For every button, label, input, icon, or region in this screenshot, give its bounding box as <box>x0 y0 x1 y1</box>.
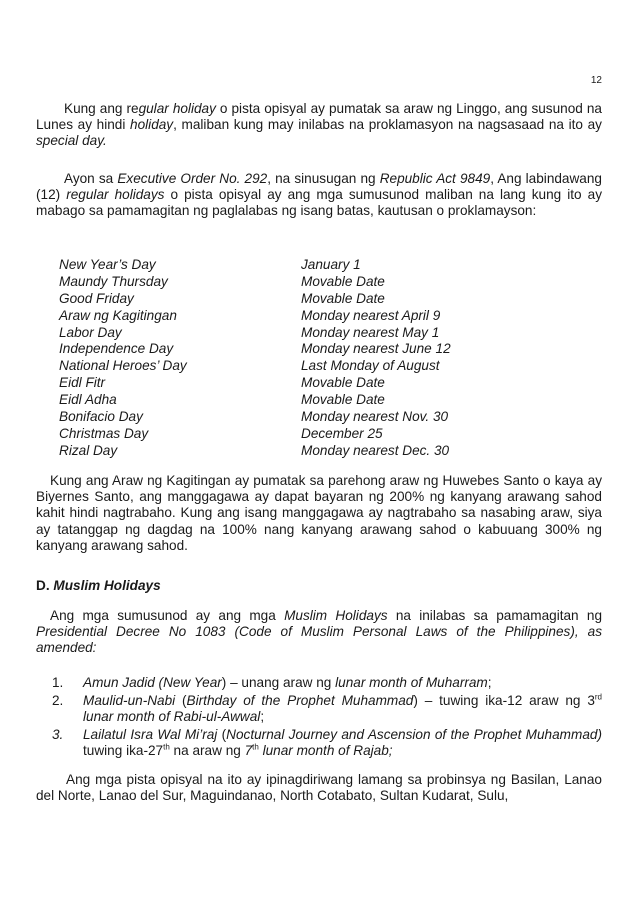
holiday-row <box>59 291 479 308</box>
text: Lailatul Isra Wal Mi’raj <box>83 727 218 742</box>
term-executive-order: Executive Order No. 292 <box>117 171 268 186</box>
holiday-date: Monday nearest May 1 <box>301 324 440 340</box>
holiday-row <box>59 409 479 426</box>
text: Nocturnal Journey and Ascension of the Prophet Muhammad) <box>226 727 602 742</box>
holiday-date: Movable Date <box>301 392 385 408</box>
text: Birthday of the Prophet Muhammad <box>186 693 414 708</box>
text: ) – tuwing ika-12 araw ng 3 <box>413 693 595 708</box>
list-item-text <box>83 675 602 691</box>
term-muslim-holidays: Muslim Holidays <box>284 608 388 623</box>
text: tuwing ika-27 <box>83 743 164 759</box>
holiday-date: Monday nearest April 9 <box>301 307 441 323</box>
list-item <box>52 675 602 691</box>
text: Kung ang re <box>64 101 139 116</box>
holiday-date: December 25 <box>301 425 383 441</box>
text: ( <box>175 693 187 708</box>
superscript: rd <box>594 692 603 702</box>
holiday-name: Labor Day <box>59 324 122 340</box>
section-letter: D. <box>36 578 54 593</box>
text: 7 <box>244 743 253 759</box>
holiday-row <box>59 308 479 325</box>
holiday-name: Maundy Thursday <box>59 273 168 289</box>
text: na araw ng <box>169 743 245 759</box>
superscript: th <box>163 742 170 752</box>
section-heading-muslim-holidays <box>36 578 161 594</box>
holiday-row <box>59 375 479 392</box>
holiday-name: Eidl Fitr <box>59 375 106 391</box>
text: , na sinusugan ng <box>267 171 380 186</box>
holiday-row <box>59 274 479 291</box>
holiday-date: Last Monday of August <box>301 358 440 374</box>
holiday-date: Movable Date <box>301 375 385 391</box>
paragraph-regular-holiday-sunday <box>36 101 602 150</box>
text: , maliban kung may inilabas na proklamasyon na nagsasaad na ito ay <box>173 117 602 133</box>
holiday-row <box>59 443 479 460</box>
holiday-name: National Heroes’ Day <box>59 358 187 374</box>
text: ) – unang araw ng <box>221 675 336 690</box>
text: ; <box>260 709 265 725</box>
list-item-text <box>83 727 602 759</box>
list-item <box>52 693 602 725</box>
holiday-name: Independence Day <box>59 341 174 357</box>
paragraph-muslim-holidays-intro <box>36 608 602 657</box>
paragraph-executive-order <box>36 171 602 220</box>
term-republic-act: Republic Act 9849 <box>379 171 491 186</box>
text: Maulid-un-Nabi <box>83 693 176 708</box>
holiday-row <box>59 426 479 443</box>
text: o pista opisyal ay pumatak sa araw ng Linggo, ang susunod na Lunes ay hindi <box>36 101 602 133</box>
list-number: 3. <box>52 727 64 742</box>
holiday-date: Movable Date <box>301 290 385 306</box>
paragraph-araw-ng-kagitingan-pay: Kung ang Araw ng Kagitingan ay pumatak sa parehong araw ng Huwebes Santo o kaya ay Biyernes Santo, ang manggagawa ay dapat bayaran ng 200% ng kanyang arawang sahod kahit hindi nagtrabaho. Kung ang isang manggagawa ay nagtrabaho sa nasabing araw, siya ay tatanggap ng dagdag na 100% nang kanyang arawang sahod o kabuuang 300% ng kanyang arawang sahod. <box>36 473 602 553</box>
text: ; <box>487 675 492 690</box>
text: Amun Jadid (New Year <box>83 675 222 690</box>
holiday-name: New Year’s Day <box>59 257 156 272</box>
term-holiday: holiday <box>130 117 174 133</box>
text: lunar month of Rajab; <box>258 743 393 759</box>
superscript: th <box>252 742 259 752</box>
term-regular-holidays: regular holidays <box>66 187 165 203</box>
list-item-text <box>83 693 602 725</box>
list-number: 1. <box>52 675 64 690</box>
holiday-row <box>59 257 479 274</box>
text: , Ang labindawang (12) <box>36 171 602 203</box>
text: lunar month of Muharram <box>335 675 488 690</box>
holiday-date: Monday nearest June 12 <box>301 341 451 357</box>
text: Ayon sa <box>64 171 118 186</box>
term-presidential-decree: Presidential Decree No 1083 (Code of Muslim Personal Laws of the Philippines), as amended: <box>36 624 602 656</box>
holiday-date: Monday nearest Nov. 30 <box>301 409 449 425</box>
text: ( <box>217 727 227 742</box>
holiday-date: Monday nearest Dec. 30 <box>301 442 450 458</box>
list-number: 2. <box>52 693 64 708</box>
text: na inilabas sa pamamagitan ng <box>387 608 603 623</box>
holiday-name: Good Friday <box>59 290 134 306</box>
holiday-row <box>59 341 479 358</box>
holiday-row <box>59 325 479 342</box>
holiday-name: Christmas Day <box>59 425 149 441</box>
holiday-row <box>59 358 479 375</box>
text: Ang mga sumusunod ay ang mga <box>50 608 285 623</box>
holiday-name: Rizal Day <box>59 442 118 458</box>
text: o pista opisyal ay ang mga sumusunod maliban na lang kung ito ay mabago sa pamamagitan ng paglalabas ng isang batas, kautusan o proklamayson: <box>36 187 602 219</box>
paragraph-provinces: Ang mga pista opisyal na ito ay ipinagdiriwang lamang sa probinsya ng Basilan, Lanao del Norte, Lanao del Sur, Maguindanao, North Cotabato, Sultan Kudarat, Sulu, <box>36 772 602 804</box>
term-special-day: special day. <box>36 133 107 149</box>
holiday-name: Eidl Adha <box>59 392 117 408</box>
list-item <box>52 727 602 759</box>
text: lunar month of Rabi-ul-Awwal <box>83 709 261 725</box>
holiday-date: January 1 <box>301 257 361 272</box>
page-number: 12 <box>590 75 602 86</box>
holiday-row <box>59 392 479 409</box>
section-title: Muslim Holidays <box>53 578 161 593</box>
holiday-name: Araw ng Kagitingan <box>59 307 177 323</box>
regular-holidays-list <box>59 257 479 460</box>
term-regular-holiday: gular holiday <box>138 101 216 116</box>
holiday-date: Movable Date <box>301 273 385 289</box>
holiday-name: Bonifacio Day <box>59 409 143 425</box>
